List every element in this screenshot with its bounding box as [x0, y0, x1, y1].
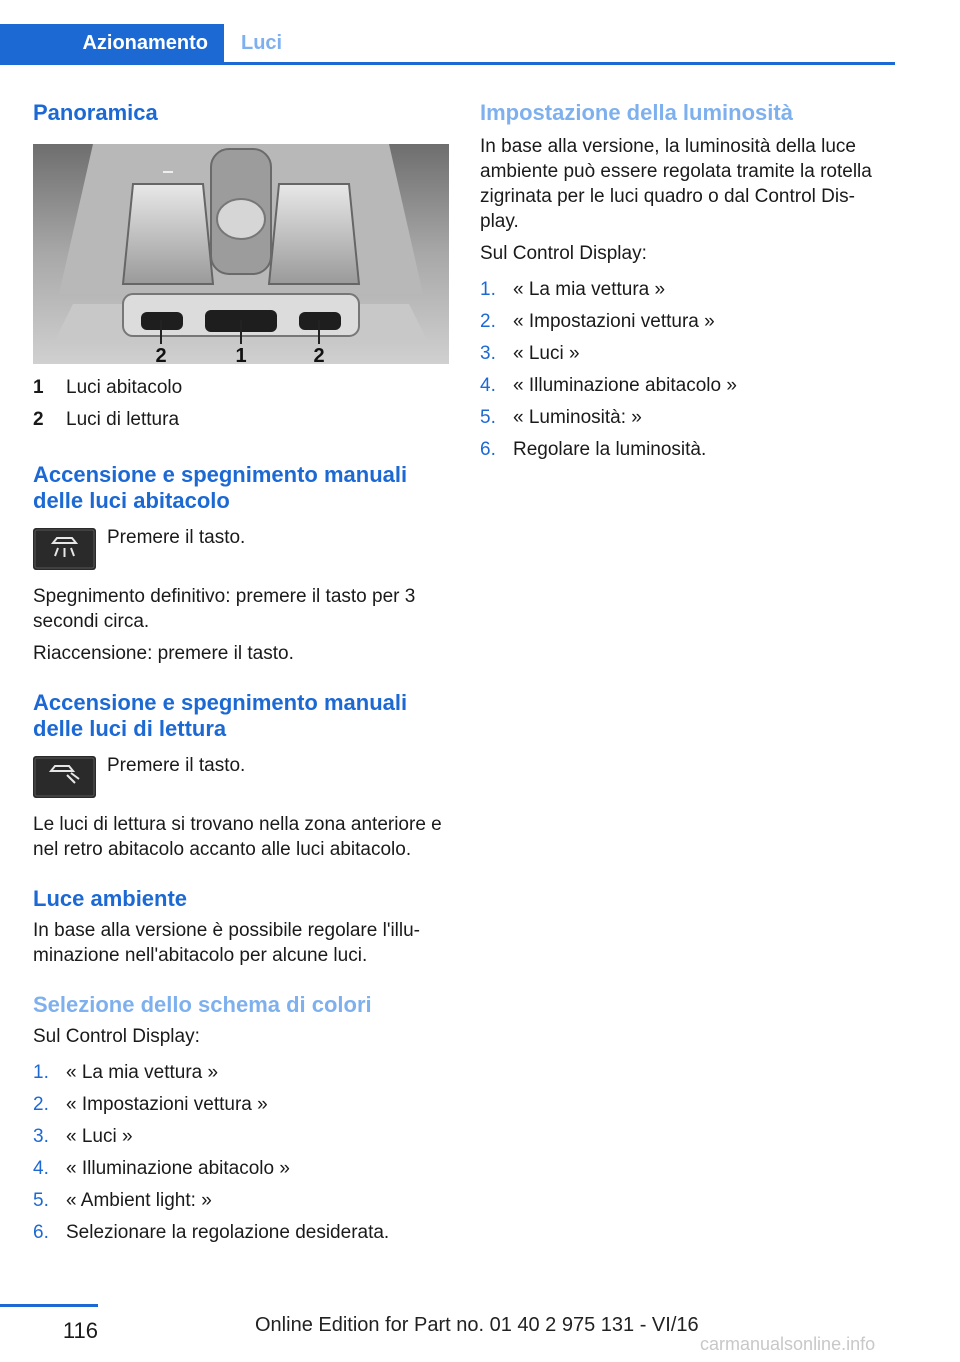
step-number: 1.	[480, 279, 496, 300]
section-brightness-title: Impostazione della luminosità	[480, 100, 793, 125]
edition-footer: Online Edition for Part no. 01 40 2 975 131 - VI/16	[255, 1314, 699, 1336]
step-text: « Luci »	[66, 1126, 133, 1147]
list-item	[33, 1153, 449, 1185]
interior-light-instruction: Premere il tasto.	[107, 527, 246, 548]
interior-light-reactivate: Riaccensione: premere il tasto.	[33, 643, 294, 664]
step-number: 1.	[33, 1062, 49, 1083]
photo-label-right: 2	[313, 345, 325, 364]
step-text: « La mia vettura »	[66, 1062, 219, 1083]
left-column	[33, 100, 449, 1249]
step-number: 2.	[480, 311, 496, 332]
tab-luci[interactable]: Luci	[241, 31, 283, 54]
photo-legend	[33, 372, 449, 436]
page-number: 116	[62, 1318, 98, 1343]
list-item	[480, 306, 896, 338]
list-item	[33, 1057, 449, 1089]
color-scheme-intro: Sul Control Display:	[33, 1026, 200, 1047]
section-color-scheme-title: Selezione dello schema di colori	[33, 992, 372, 1017]
step-text: Regolare la luminosità.	[513, 439, 707, 460]
step-number: 2.	[33, 1094, 49, 1115]
interior-light-permanent-off: Spegnimento definitivo: premere il tasto per 3 secondi circa.	[33, 586, 416, 632]
photo-label-left: 2	[155, 345, 167, 364]
section-ambient-light-title: Luce ambiente	[33, 886, 188, 911]
reading-light-location: Le luci di lettura si trovano nella zona anteriore e nel retro abitacolo accanto alle luci abitacolo.	[33, 814, 442, 860]
step-text: Selezionare la regolazione desiderata.	[66, 1222, 390, 1243]
ambient-light-description: In base alla versione è possibile regolare l'illu‐ minazione nell'abitacolo per alcune luci.	[33, 920, 421, 966]
list-item	[480, 274, 896, 306]
step-number: 4.	[33, 1158, 49, 1179]
legend-text: Luci di lettura	[66, 409, 180, 430]
step-text: « La mia vettura »	[513, 279, 666, 300]
header-bar	[0, 0, 895, 65]
legend-item	[33, 404, 449, 436]
step-number: 3.	[480, 343, 496, 364]
step-number: 4.	[480, 375, 496, 396]
list-item	[480, 434, 896, 466]
section-reading-lights-title: Accensione e spegnimento manuali delle luci di lettura	[33, 690, 408, 741]
step-number: 6.	[480, 439, 496, 460]
list-item	[33, 1089, 449, 1121]
step-text: « Impostazioni vettura »	[513, 311, 715, 332]
list-item	[33, 1121, 449, 1153]
step-number: 5.	[480, 407, 496, 428]
brightness-intro: Sul Control Display:	[480, 243, 647, 264]
step-text: « Illuminazione abitacolo »	[66, 1158, 290, 1179]
reading-light-instruction: Premere il tasto.	[107, 755, 246, 776]
section-interior-lights-title: Accensione e spegnimento manuali delle luci abitacolo	[33, 462, 408, 513]
roof-console-photo	[33, 144, 449, 364]
brightness-description: In base alla versione, la luminosità della luce ambiente può essere regolata tramite la rotella zigrinata per le luci quadro o dal Control Dis‐ play.	[480, 136, 872, 232]
list-item	[33, 1217, 449, 1249]
legend-number: 1	[33, 377, 44, 398]
step-number: 5.	[33, 1190, 49, 1211]
color-scheme-steps	[33, 1057, 449, 1249]
step-number: 6.	[33, 1222, 49, 1243]
list-item	[480, 402, 896, 434]
page-number-rule	[0, 1304, 98, 1307]
list-item	[480, 370, 896, 402]
interior-light-button-row	[33, 526, 449, 570]
step-number: 3.	[33, 1126, 49, 1147]
tab-azionamento[interactable]: Azionamento	[0, 24, 224, 62]
step-text: « Luci »	[513, 343, 580, 364]
step-text: « Illuminazione abitacolo »	[513, 375, 737, 396]
list-item	[33, 1185, 449, 1217]
legend-item	[33, 372, 449, 404]
right-column	[480, 100, 896, 466]
step-text: « Luminosità: »	[513, 407, 642, 428]
overview-title: Panoramica	[33, 100, 158, 125]
watermark: carmanualsonline.info	[700, 1334, 876, 1354]
legend-text: Luci abitacolo	[66, 377, 183, 398]
step-text: « Ambient light: »	[66, 1190, 212, 1211]
list-item	[480, 338, 896, 370]
reading-light-button-icon	[33, 756, 96, 798]
photo-label-center: 1	[235, 345, 247, 364]
reading-light-button-row	[33, 754, 449, 798]
interior-light-button-icon	[33, 528, 96, 570]
step-text: « Impostazioni vettura »	[66, 1094, 268, 1115]
legend-number: 2	[33, 409, 44, 430]
brightness-steps	[480, 274, 896, 466]
